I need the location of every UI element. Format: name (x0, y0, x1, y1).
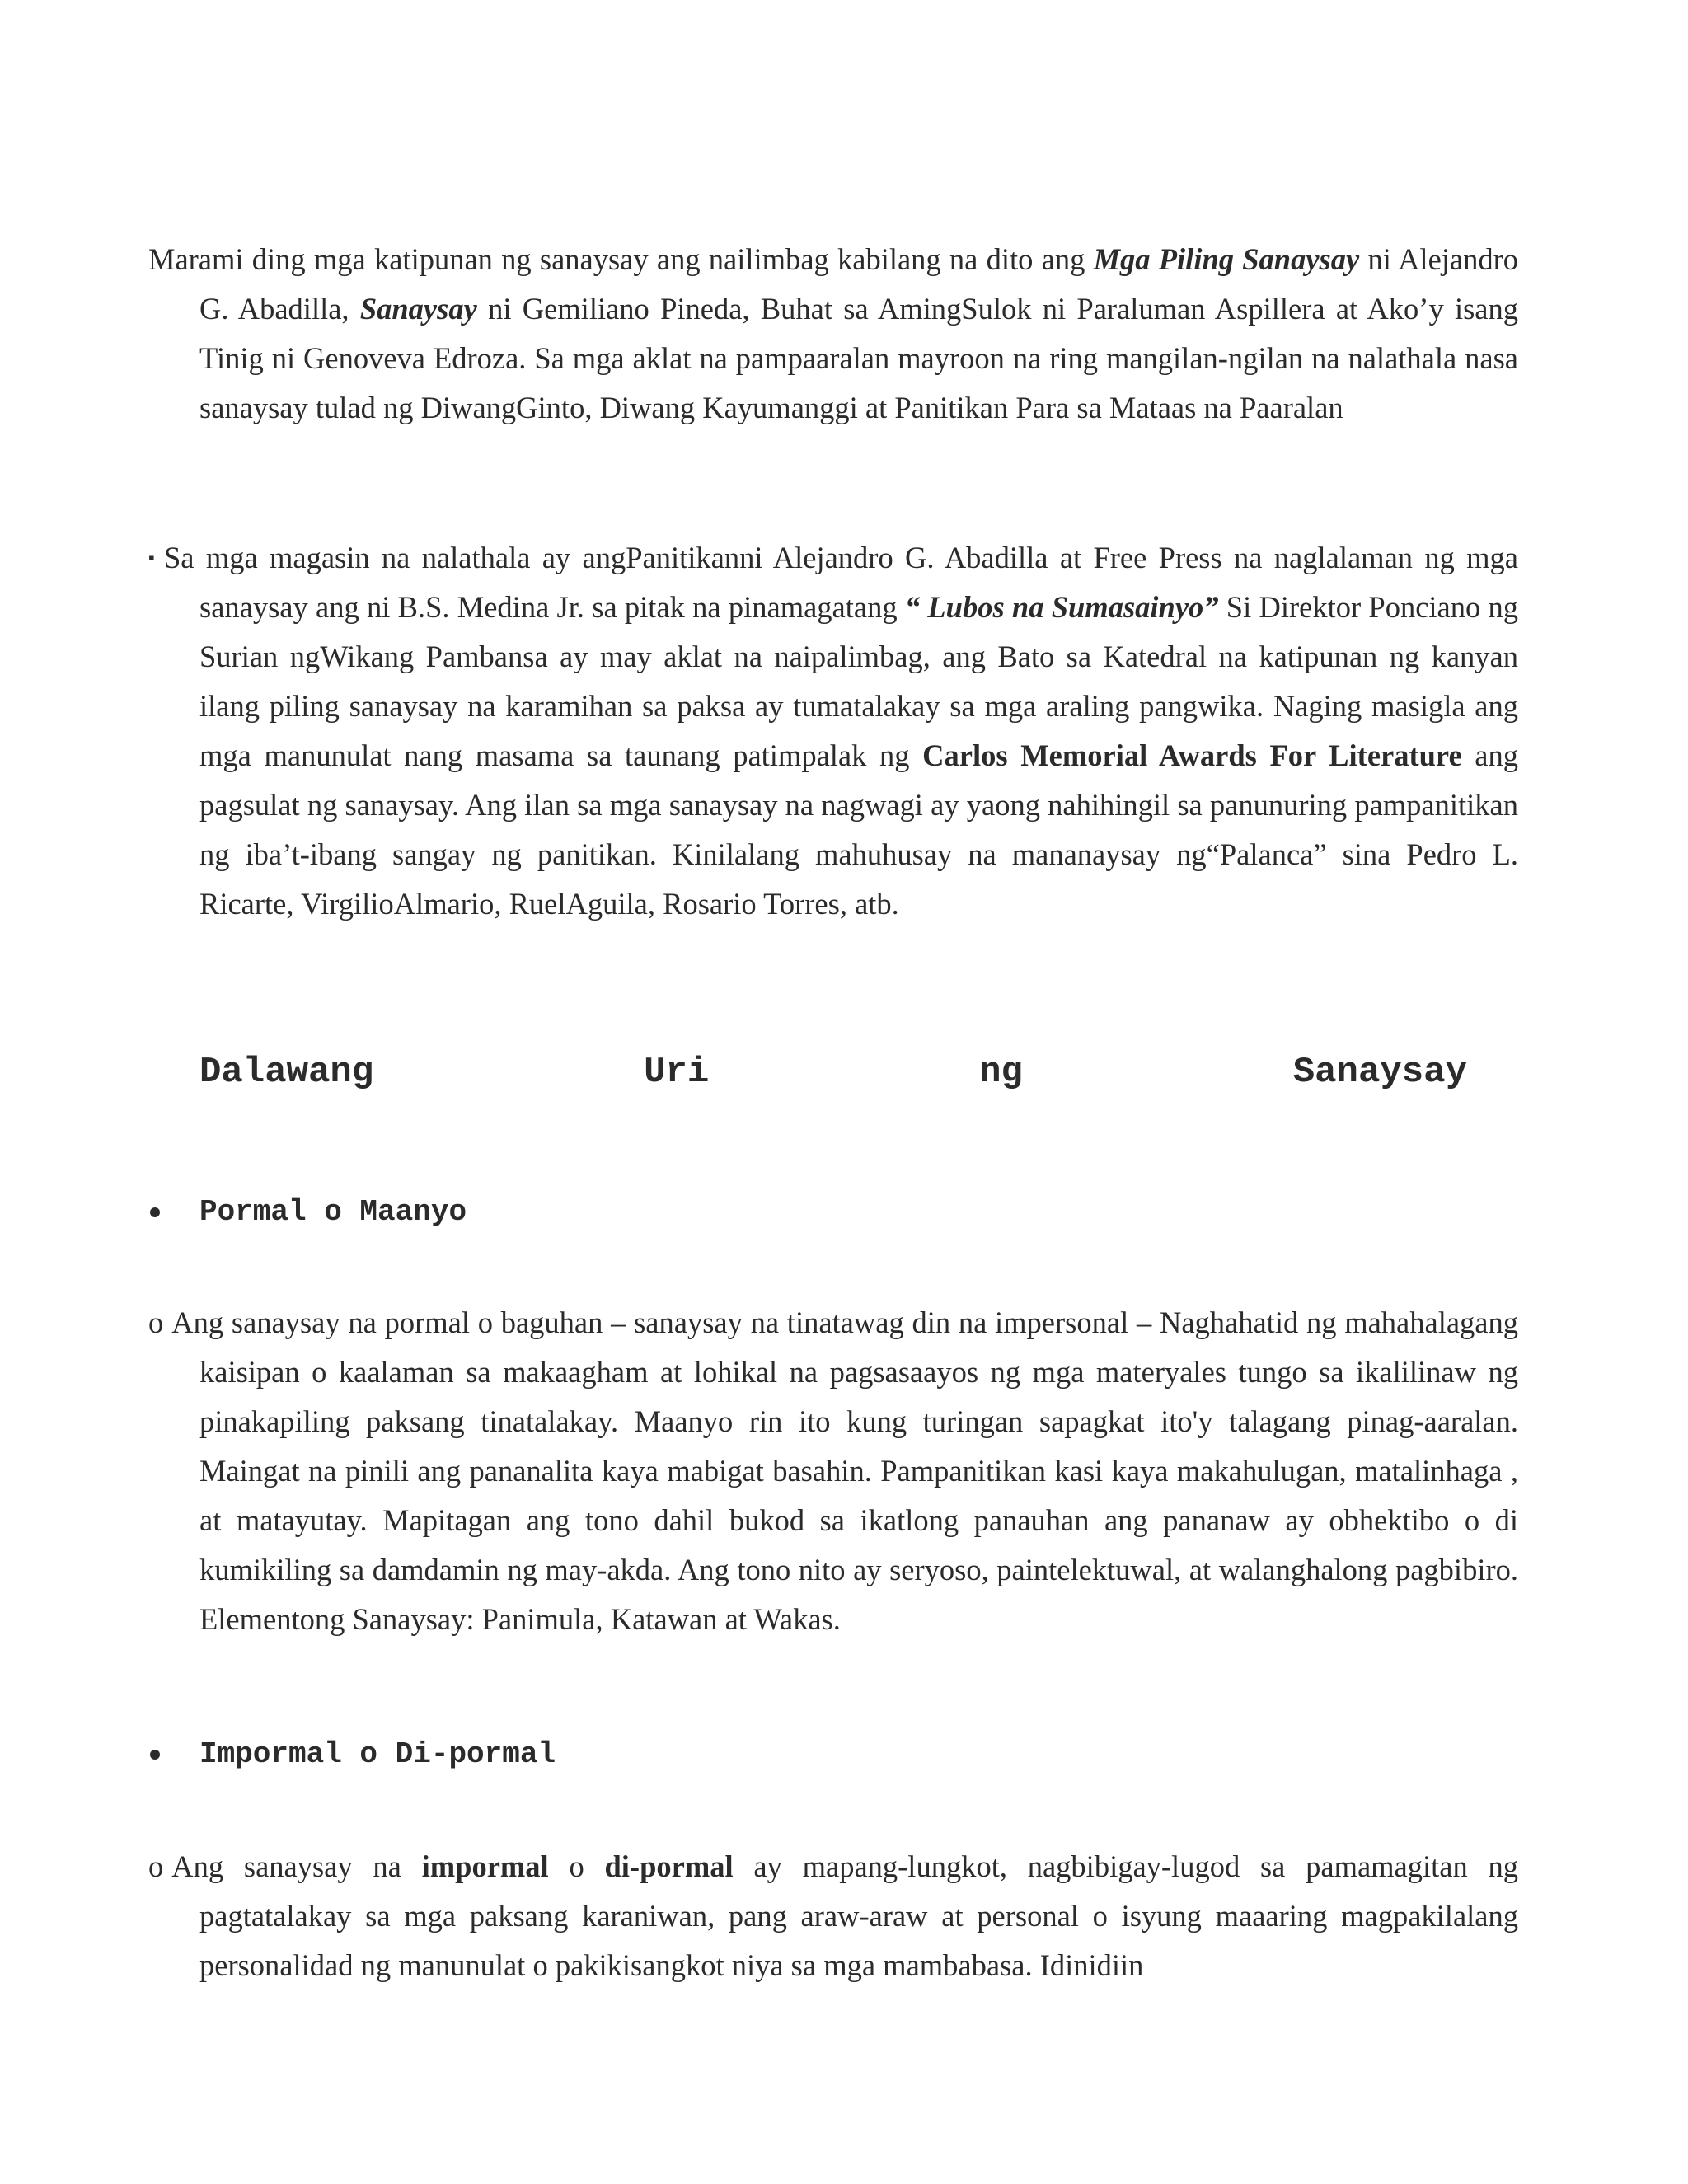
subheading-pormal-text: Pormal o Maanyo (199, 1195, 467, 1229)
para1-text-1: Marami ding mga katipunan ng sanaysay ang nailimbag kabilang na dito ang (148, 241, 1094, 276)
paragraph-anthologies (148, 235, 1518, 433)
circle-bullet-icon: o (148, 1849, 164, 1883)
para2-text-1: Sa mga magasin na nalathala ay angPanitikanni Alejandro G. Abadilla at Free Press na naglalaman ng mga sanaysay ang ni B.S. Medina Jr. sa pitak na pinamagatang (164, 540, 1518, 624)
para2-text-2: Si Direktor Ponciano ng Surian ngWikang Pambansa ay may aklat na naipalimbag, ang Bato sa Katedral na katipunan ng kanyan ilang piling sanaysay na karamihan sa paksa ay tumatalakay sa mga araling pangwika. Naging masigla ang mga manunulat nang masama sa taunang patimpalak ng (199, 589, 1519, 772)
para2-text-3: ang pagsulat ng sanaysay. Ang ilan sa mga sanaysay na nagwagi ay yaong nahihingil sa panunuring pampanitikan ng iba’t-ibang sangay ng panitikan. Kinilalang mahuhusay na mananaysay ng“Palanca” sina Pedro L. Ricarte, VirgilioAlmario, RuelAguila, Rosario Torres, atb. (199, 738, 1519, 921)
bullet-dot-icon (150, 1207, 160, 1217)
section-heading (199, 1052, 1467, 1093)
para2-title-lubos-na-sumasainyo: “ Lubos na Sumasainyo” (904, 589, 1219, 624)
paragraph-magazines (148, 533, 1518, 929)
para2-award-name: Carlos Memorial Awards For Literature (922, 738, 1462, 772)
impormal-bold-2: di-pormal (604, 1849, 734, 1883)
subheading-impormal (150, 1737, 556, 1771)
paragraph-pormal (148, 1298, 1518, 1644)
para1-text-3: ni Gemiliano Pineda, Buhat sa AmingSulok ni Paraluman Aspillera at Ako’y isang Tinig ni Genoveva Edroza. Sa mga aklat na pampaaralan mayroon na ring mangilan-ngilan na nalathala nasa sanaysay tulad ng DiwangGinto, Diwang Kayumanggi at Panitikan Para sa Mataas na Paaralan (199, 291, 1519, 424)
square-bullet-icon: ▪ (148, 546, 159, 568)
para1-title-mga-piling-sanaysay: Mga Piling Sanaysay (1093, 241, 1360, 276)
subheading-impormal-text: Impormal o Di-pormal (199, 1737, 556, 1771)
impormal-text-1: Ang sanaysay na (171, 1849, 422, 1883)
impormal-text-3: ay mapang-lungkot, nagbibigay-lugod sa pamamagitan ng pagtatalakay sa mga paksang karaniwan, pang araw-araw at personal o isyung maaaring magpakilalang personalidad ng manunulat o pakikisangkot niya sa mga mambabasa. Idinidiin (199, 1849, 1519, 1982)
impormal-text-2: o (548, 1849, 605, 1883)
heading-word-3: ng (979, 1052, 1023, 1093)
heading-word-2: Uri (644, 1052, 710, 1093)
circle-bullet-icon: o (148, 1305, 164, 1339)
para1-title-sanaysay: Sanaysay (359, 291, 477, 326)
heading-word-4: Sanaysay (1292, 1052, 1467, 1093)
pormal-text: Ang sanaysay na pormal o baguhan – sanaysay na tinatawag din na impersonal – Naghahatid ng mahahalagang kaisipan o kaalaman sa makaagham at lohikal na pagsasaayos ng mga materyales tungo sa ikalilinaw ng pinakapiling paksang tinatalakay. Maanyo rin ito kung turingan sapagkat ito'y talagang pinag-aaralan. Maingat na pinili ang pananalita kaya mabigat basahin. Pampanitikan kasi kaya makahulugan, matalinhaga , at matayutay. Mapitagan ang tono dahil bukod sa ikatlong panauhan ang pananaw ay obhektibo o di kumikiling sa damdamin ng may-akda. Ang tono nito ay seryoso, paintelektuwal, at walanghalong pagbibiro. Elementong Sanaysay: Panimula, Katawan at Wakas. (171, 1305, 1518, 1636)
subheading-pormal (150, 1195, 467, 1229)
paragraph-impormal (148, 1842, 1518, 1990)
para1-text-2: ni Alejandro G. Abadilla, (199, 241, 1519, 326)
bullet-dot-icon (150, 1750, 160, 1760)
impormal-bold-1: impormal (421, 1849, 549, 1883)
heading-word-1: Dalawang (199, 1052, 374, 1093)
